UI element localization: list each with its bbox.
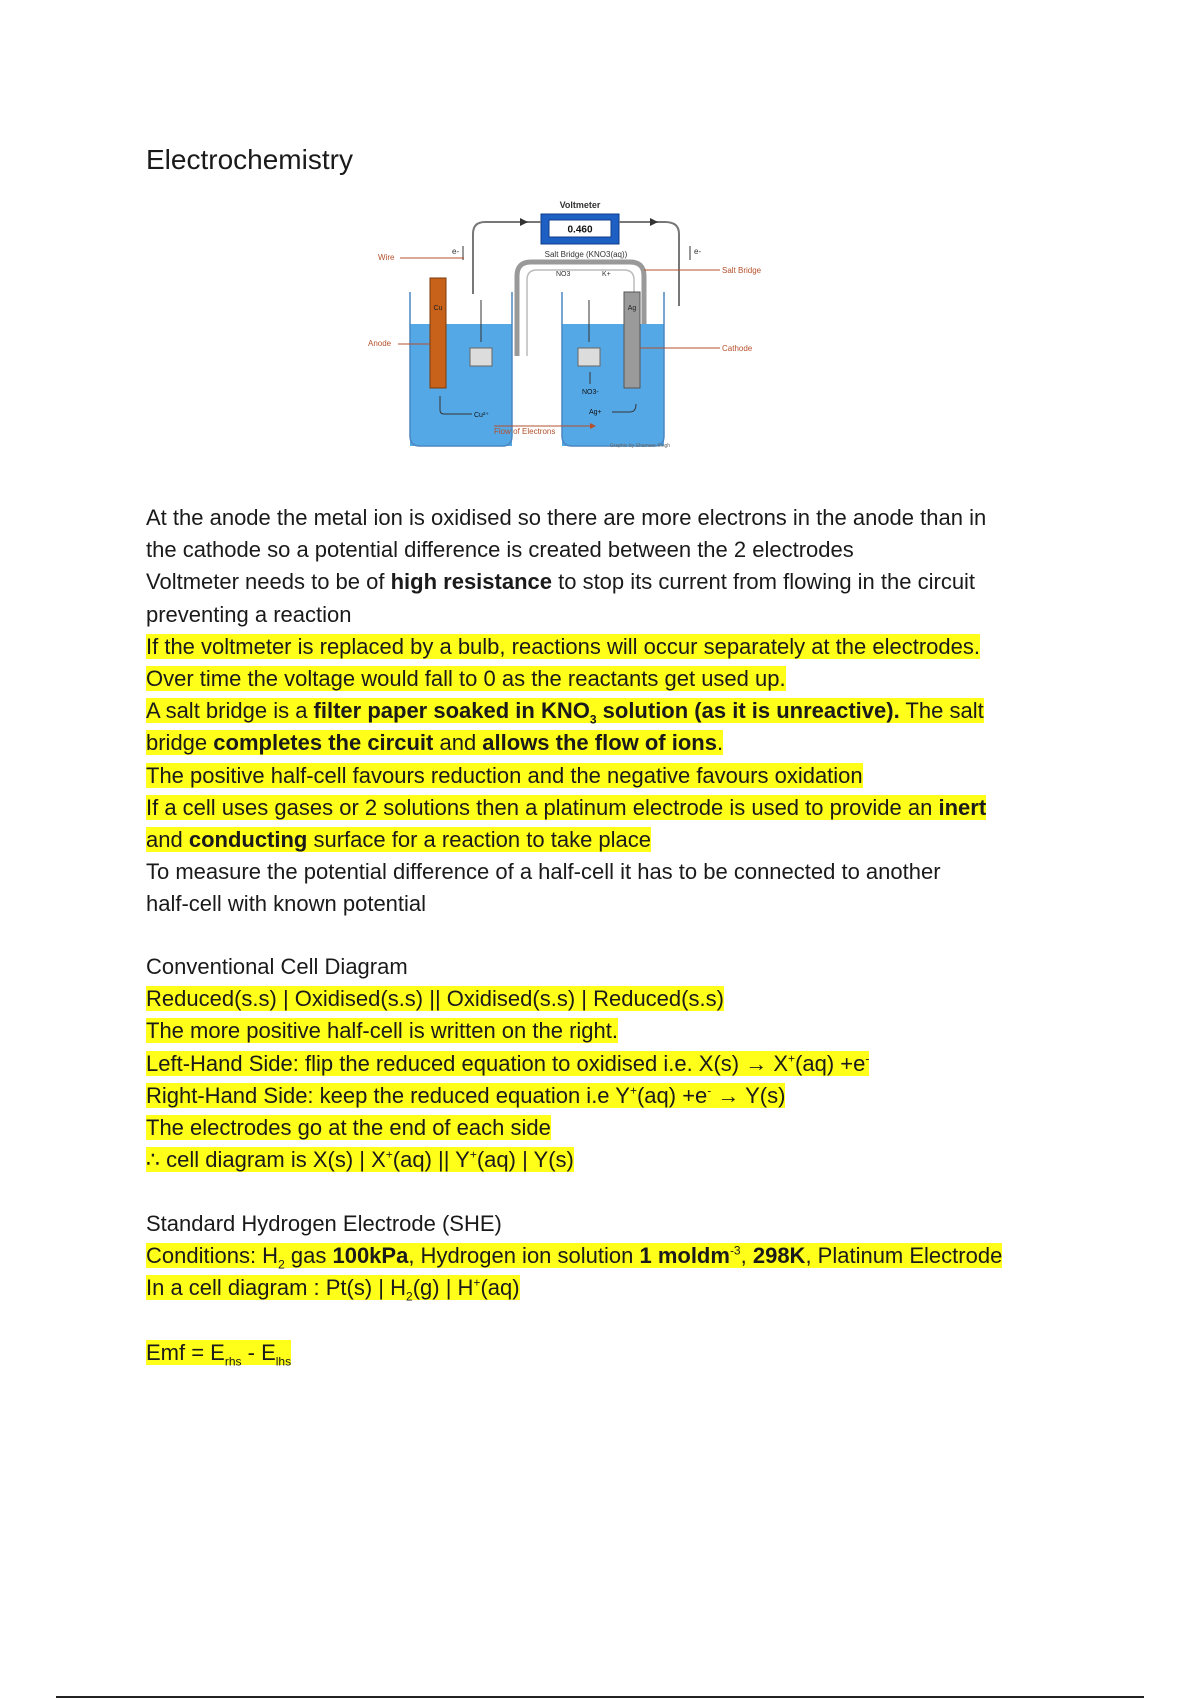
arrow-right-top	[650, 218, 658, 226]
wire-label: Wire	[378, 253, 395, 262]
salt-bridge-label: Salt Bridge	[722, 266, 762, 275]
line: ∴ cell diagram is X(s) | X+(aq) || Y+(aq) | Y(s)	[146, 1147, 574, 1173]
k-ion-label: K+	[602, 271, 611, 278]
line: Emf = $E_{rhs} - E_{lhs}$	[146, 1340, 292, 1369]
line: half-cell with known potential	[146, 891, 427, 917]
bottom-rule	[56, 1696, 1144, 1698]
cu-label: Cu	[433, 305, 443, 312]
page-title: Electrochemistry	[146, 144, 353, 175]
cu-ion-label: Cu²⁺	[474, 412, 489, 419]
line: A salt bridge is a filter paper soaked in $KNO_3$ solution (as it is unreactive). The salt	[146, 698, 984, 727]
flow-label: Flow of Electrons	[494, 427, 556, 436]
line: Left-Hand Side: flip the reduced equation to oxidised i.e. X(s) → X+(aq) +e-	[146, 1050, 870, 1076]
voltmeter-label: Voltmeter	[559, 200, 601, 210]
line: In a cell diagram : Pt(s) | $H_2(g)$ | H+(aq)	[146, 1275, 520, 1304]
line: To measure the potential difference of a half-cell it has to be connected to another	[146, 859, 941, 885]
line: Over time the voltage would fall to 0 as the reactants get used up.	[146, 665, 786, 691]
line: Reduced(s.s) | Oxidised(s.s) || Oxidised(s.s) | Reduced(s.s)	[146, 986, 724, 1012]
line: Conditions: $H_2$ gas 100kPa, Hydrogen ion solution 1 moldm$^{-3}$, 298K, Platinum Electrode	[146, 1243, 1003, 1272]
arrow-left-top	[520, 218, 528, 226]
line: bridge completes the circuit and allows the flow of ions.	[146, 730, 724, 756]
bridge-plug-left	[470, 348, 492, 366]
section-heading: Standard Hydrogen Electrode (SHE)	[146, 1211, 502, 1236]
line: The electrodes go at the end of each side	[146, 1114, 551, 1140]
voltmeter-reading: 0.460	[567, 224, 593, 236]
section-heading: Conventional Cell Diagram	[146, 954, 408, 979]
ag-ion-label: Ag+	[589, 409, 602, 416]
electrochemical-cell-diagram	[360, 196, 840, 496]
line: At the anode the metal ion is oxidised so there are more electrons in the anode than in	[146, 505, 987, 530]
line: Right-Hand Side: keep the reduced equation i.e Y+(aq) +e- → Y(s)	[146, 1082, 786, 1108]
bridge-plug-right	[578, 348, 600, 366]
line: and conducting surface for a reaction to take place	[146, 826, 652, 852]
salt-bridge-top-label: Salt Bridge (KNO3(aq))	[544, 250, 628, 259]
line: If a cell uses gases or 2 solutions then a platinum electrode is used to provide an inert	[146, 794, 987, 820]
line: the cathode so a potential difference is created between the 2 electrodes	[146, 537, 854, 563]
credit-label: Graphic by Shameer Singh	[610, 443, 671, 449]
electron-left: e-	[452, 247, 460, 256]
no3-label: NO3	[556, 271, 571, 278]
conventional-cell-diagram-section	[146, 951, 1106, 1176]
line: The more positive half-cell is written on the right.	[146, 1018, 618, 1044]
line: Voltmeter needs to be of high resistance to stop its current from flowing in the circuit	[146, 569, 976, 595]
she-section	[146, 1208, 1106, 1305]
explanation-paragraph	[146, 502, 1106, 920]
copper-electrode	[430, 278, 446, 388]
line: preventing a reaction	[146, 601, 352, 627]
emf-formula	[146, 1337, 1106, 1369]
ag-label: Ag	[627, 305, 637, 312]
cathode-label: Cathode	[722, 344, 753, 353]
anode-label: Anode	[368, 339, 392, 348]
wire-left	[473, 222, 541, 294]
line: The positive half-cell favours reduction and the negative favours oxidation	[146, 762, 863, 788]
right-solution	[562, 324, 664, 446]
line: If the voltmeter is replaced by a bulb, reactions will occur separately at the electrodes.	[146, 633, 980, 659]
electron-right: e-	[694, 247, 702, 256]
no3-right-label: NO3-	[582, 389, 599, 396]
